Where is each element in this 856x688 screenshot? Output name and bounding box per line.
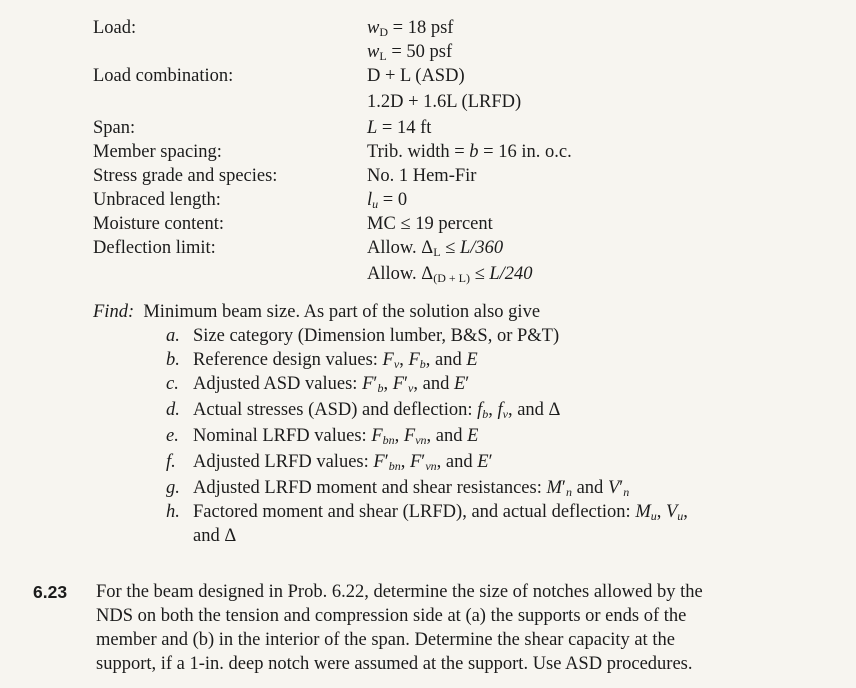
item-text: Adjusted LRFD moment and shear resistances: $M'_n$ and $V'_n$: [193, 478, 630, 499]
problem-line: For the beam designed in Prob. 6.22, determine the size of notches allowed by the: [96, 582, 703, 602]
member-spacing-label: Member spacing:: [93, 142, 222, 162]
span-label: Span:: [93, 118, 136, 138]
asd-combination: D + L (ASD): [367, 66, 465, 86]
problem-line: member and (b) in the interior of the span. Determine the shear capacity at the: [96, 630, 675, 650]
unbraced-text: 0: [397, 190, 408, 210]
deflection-limit-label: Deflection limit:: [93, 238, 216, 258]
stress-grade-label: Stress grade and species:: [93, 166, 278, 186]
item-letter: h.: [166, 502, 180, 522]
dead-load-text: 18 psf: [407, 18, 454, 38]
item-letter: d.: [166, 400, 180, 420]
item-text: Size category (Dimension lumber, B&S, or P&T): [193, 326, 560, 346]
item-text: Reference design values: $F_v$, $F_b$, and E: [193, 350, 478, 371]
item-text: Adjusted LRFD values: $F'_{bn}$, $F'_{vn}$, and E′: [193, 452, 493, 473]
find-label: Find:: [93, 302, 135, 322]
load-label: Load:: [93, 18, 137, 38]
spacing-text: 16 in. o.c.: [498, 142, 572, 162]
item-letter: e.: [166, 426, 179, 446]
moisture-text: 19 percent: [415, 214, 493, 234]
lrfd-combination: 1.2D + 1.6L (LRFD): [367, 92, 522, 112]
moisture-content-value: MC ≤ 19 percent: [367, 214, 493, 234]
load-combination-label: Load combination:: [93, 66, 234, 86]
problem-line: support, if a 1-in. deep notch were assumed at the support. Use ASD procedures.: [96, 654, 693, 674]
item-letter: a.: [166, 326, 180, 346]
item-letter: f.: [166, 452, 176, 472]
span-value: L = 14 ft: [367, 118, 432, 138]
unbraced-length-value: $l_u = 0$: [367, 190, 408, 211]
member-spacing-value: Trib. width = b = 16 in. o.c.: [367, 142, 572, 162]
problem-line: NDS on both the tension and compression side at (a) the supports or ends of the: [96, 606, 687, 626]
moisture-content-label: Moisture content:: [93, 214, 225, 234]
unbraced-length-label: Unbraced length:: [93, 190, 221, 210]
item-letter: g.: [166, 478, 180, 498]
find-intro: Minimum beam size. As part of the solution also give: [143, 302, 541, 322]
item-text: Actual stresses (ASD) and deflection: $f_b$, $f_v$, and Δ: [193, 400, 561, 421]
total-deflection-limit: Allow. $\Delta_{(D + L)} \le L/240$: [367, 264, 533, 285]
find-item-h-continued: and Δ: [193, 526, 237, 546]
dead-load-value: $w_D = 18$ psf: [367, 18, 454, 39]
span-text: 14 ft: [396, 118, 432, 138]
live-deflection-limit: Allow. $\Delta_L \le L/360$: [367, 238, 504, 259]
live-load-text: 50 psf: [406, 42, 453, 62]
problem-number: 6.23: [33, 582, 68, 602]
item-letter: c.: [166, 374, 179, 394]
live-deflection-text: L/360: [459, 238, 504, 258]
item-letter: b.: [166, 350, 180, 370]
item-text: Factored moment and shear (LRFD), and actual deflection: $M_u$, $V_u$,: [193, 502, 688, 523]
item-text: Nominal LRFD values: $F_{bn}$, $F_{vn}$, and E: [193, 426, 479, 447]
stress-grade-value: No. 1 Hem-Fir: [367, 166, 477, 186]
problem-text: [96, 580, 846, 676]
item-text: Adjusted ASD values: $F'_b$, $F'_v$, and E′: [193, 374, 470, 395]
find-heading: [93, 300, 540, 324]
total-deflection-text: L/240: [489, 264, 533, 284]
live-load-value: $w_L = 50$ psf: [367, 42, 453, 63]
